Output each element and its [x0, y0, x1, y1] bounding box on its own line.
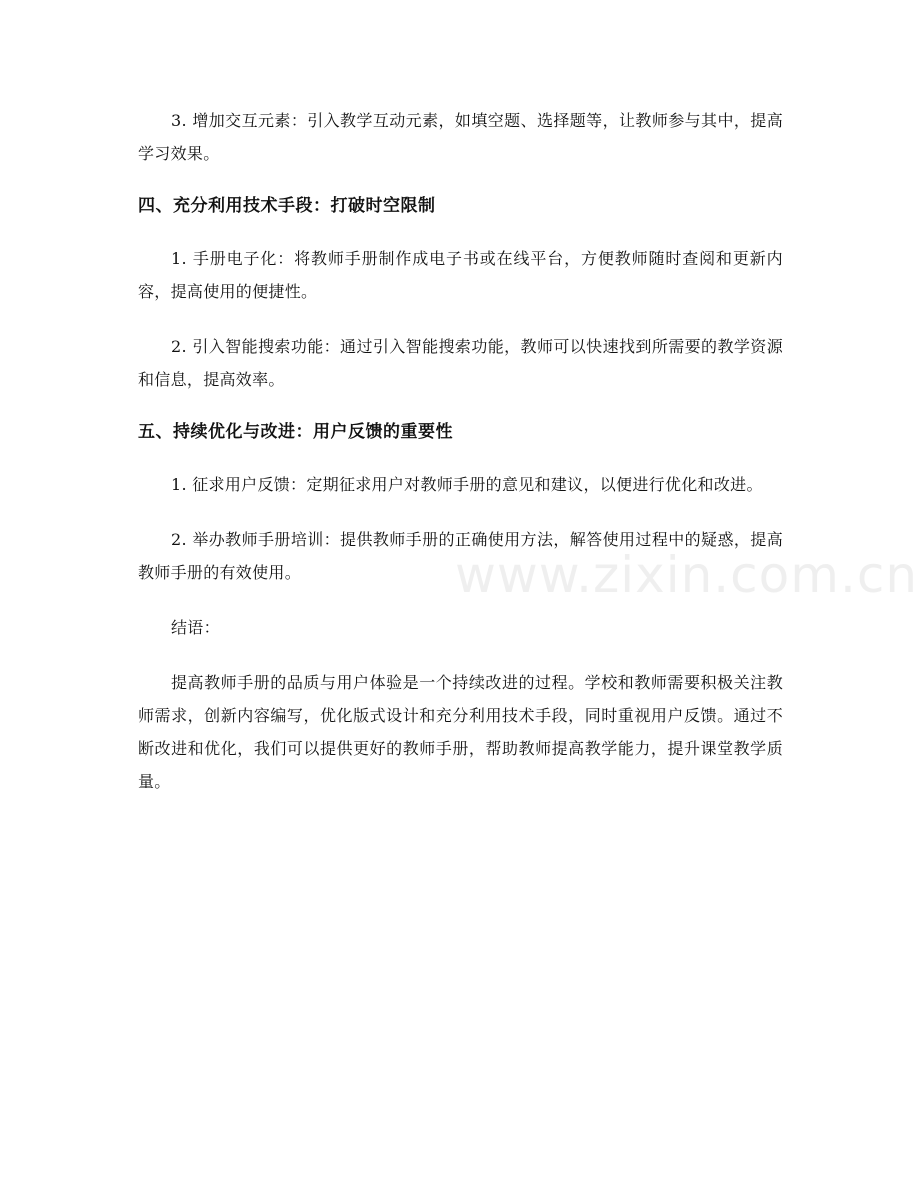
conclusion-label: 结语：	[171, 618, 220, 637]
watermark: www.zixin.com.cn	[455, 546, 919, 604]
document-body	[138, 104, 783, 820]
paragraph-section-5-item-2: 2. 举办教师手册培训：提供教师手册的正确使用方法，解答使用过程中的疑惑，提高教师手册的有效使用。	[138, 530, 783, 582]
paragraph-item-3-interactive: 3. 增加交互元素：引入教学互动元素，如填空题、选择题等，让教师参与其中，提高学习效果。	[138, 111, 783, 163]
section-4-heading: 四、充分利用技术手段：打破时空限制	[138, 196, 436, 216]
paragraph-section-4-item-1: 1. 手册电子化：将教师手册制作成电子书或在线平台，方便教师随时查阅和更新内容，提高使用的便捷性。	[138, 249, 783, 301]
section-5-heading: 五、持续优化与改进：用户反馈的重要性	[138, 422, 453, 442]
paragraph-section-4-item-2: 2. 引入智能搜索功能：通过引入智能搜索功能，教师可以快速找到所需要的教学资源和信息，提高效率。	[138, 337, 783, 389]
paragraph-section-5-item-1: 1. 征求用户反馈：定期征求用户对教师手册的意见和建议，以便进行优化和改进。	[171, 475, 763, 494]
conclusion-paragraph: 提高教师手册的品质与用户体验是一个持续改进的过程。学校和教师需要积极关注教师需求，创新内容编写，优化版式设计和充分利用技术手段，同时重视用户反馈。通过不断改进和优化，我们可以提供更好的教师手册，帮助教师提高教学能力，提升课堂教学质量。	[138, 673, 783, 791]
